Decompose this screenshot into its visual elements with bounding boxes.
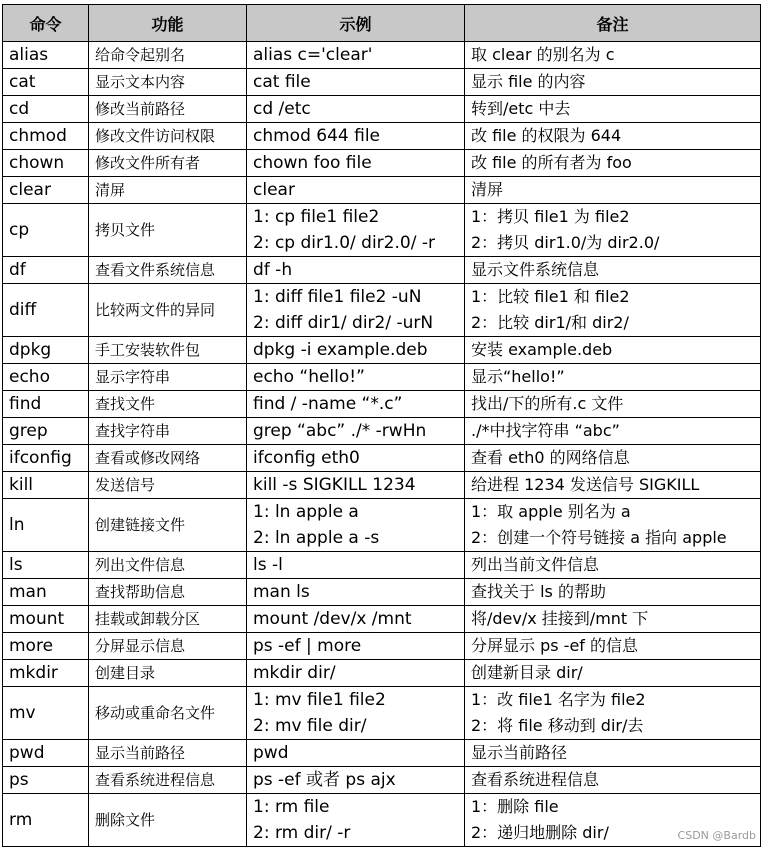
- table-body: [3, 42, 761, 847]
- command-cell: rm: [3, 794, 89, 847]
- example-cell: [247, 472, 465, 499]
- example-cell: [247, 794, 465, 847]
- note-cell: [465, 69, 761, 96]
- command-cell: clear: [3, 177, 89, 204]
- example-line: ls -l: [253, 555, 283, 575]
- example-line: alias c='clear': [253, 45, 373, 65]
- command-cell: kill: [3, 472, 89, 499]
- example-line: chmod 644 file: [253, 126, 381, 146]
- example-line: 2: rm dir/ -r: [253, 823, 351, 843]
- table-row: [3, 391, 761, 418]
- example-line: grep “abc” ./* -rwHn: [253, 421, 427, 441]
- example-line: ps -ef | more: [253, 636, 362, 656]
- note-line: 查看 eth0 的网络信息: [471, 448, 630, 467]
- note-cell: [465, 337, 761, 364]
- table-row: [3, 633, 761, 660]
- example-cell: [247, 123, 465, 150]
- command-cell: ls: [3, 552, 89, 579]
- example-cell: [247, 337, 465, 364]
- example-cell: [247, 418, 465, 445]
- note-line: 2：将 file 移动到 dir/去: [471, 716, 644, 735]
- command-cell: man: [3, 579, 89, 606]
- function-cell: 查找文件: [89, 391, 247, 418]
- example-line: kill -s SIGKILL 1234: [253, 475, 416, 495]
- note-line: 1：删除 file: [471, 797, 559, 816]
- note-cell: [465, 177, 761, 204]
- example-cell: [247, 633, 465, 660]
- command-cell: find: [3, 391, 89, 418]
- table-row: [3, 794, 761, 847]
- note-cell: [465, 606, 761, 633]
- note-line: 列出当前文件信息: [471, 555, 600, 574]
- function-cell: 查看系统进程信息: [89, 767, 247, 794]
- function-cell: 清屏: [89, 177, 247, 204]
- header-example: 示例: [247, 5, 465, 42]
- note-line: 1：拷贝 file1 为 file2: [471, 207, 630, 226]
- note-line: 改 file 的权限为 644: [471, 126, 622, 145]
- function-cell: 创建链接文件: [89, 499, 247, 552]
- function-cell: 查看文件系统信息: [89, 257, 247, 284]
- example-line: cd /etc: [253, 99, 311, 119]
- table-row: [3, 606, 761, 633]
- table-row: [3, 418, 761, 445]
- example-line: ps -ef 或者 ps ajx: [253, 770, 396, 790]
- note-line: 创建新目录 dir/: [471, 663, 583, 682]
- table-row: [3, 740, 761, 767]
- example-cell: [247, 740, 465, 767]
- example-cell: [247, 606, 465, 633]
- command-cell: ifconfig: [3, 445, 89, 472]
- note-line: ./*中找字符串 “abc”: [471, 421, 620, 440]
- note-cell: [465, 42, 761, 69]
- command-cell: ps: [3, 767, 89, 794]
- example-line: 1: ln apple a: [253, 502, 359, 522]
- table-row: [3, 499, 761, 552]
- command-cell: chown: [3, 150, 89, 177]
- example-line: mount /dev/x /mnt: [253, 609, 412, 629]
- note-line: 分屏显示 ps -ef 的信息: [471, 636, 639, 655]
- note-line: 找出/下的所有.c 文件: [471, 394, 624, 413]
- command-cell: mount: [3, 606, 89, 633]
- table-row: [3, 579, 761, 606]
- note-line: 将/dev/x 挂接到/mnt 下: [471, 609, 649, 628]
- example-line: 2: cp dir1.0/ dir2.0/ -r: [253, 233, 435, 253]
- example-cell: [247, 579, 465, 606]
- note-line: 给进程 1234 发送信号 SIGKILL: [471, 475, 700, 494]
- note-line: 显示“hello!”: [471, 367, 565, 386]
- example-line: dpkg -i example.deb: [253, 340, 428, 360]
- note-cell: [465, 499, 761, 552]
- example-cell: [247, 257, 465, 284]
- table-row: [3, 69, 761, 96]
- function-cell: 比较两文件的异同: [89, 284, 247, 337]
- command-cell: dpkg: [3, 337, 89, 364]
- function-cell: 修改当前路径: [89, 96, 247, 123]
- function-cell: 显示当前路径: [89, 740, 247, 767]
- table-row: [3, 660, 761, 687]
- note-line: 1：取 apple 别名为 a: [471, 502, 631, 521]
- example-cell: [247, 284, 465, 337]
- note-cell: [465, 391, 761, 418]
- function-cell: 显示文本内容: [89, 69, 247, 96]
- note-line: 2：拷贝 dir1.0/为 dir2.0/: [471, 233, 660, 252]
- example-line: 1: rm file: [253, 797, 330, 817]
- function-cell: 分屏显示信息: [89, 633, 247, 660]
- example-cell: [247, 445, 465, 472]
- function-cell: 查看或修改网络: [89, 445, 247, 472]
- function-cell: 给命令起别名: [89, 42, 247, 69]
- note-line: 2：创建一个符号链接 a 指向 apple: [471, 528, 727, 547]
- table-row: [3, 552, 761, 579]
- function-cell: 发送信号: [89, 472, 247, 499]
- example-line: 2: diff dir1/ dir2/ -urN: [253, 313, 434, 333]
- function-cell: 显示字符串: [89, 364, 247, 391]
- note-cell: [465, 660, 761, 687]
- command-cell: alias: [3, 42, 89, 69]
- note-line: 清屏: [471, 180, 504, 199]
- header-command: 命令: [3, 5, 89, 42]
- table-row: [3, 177, 761, 204]
- function-cell: 挂载或卸载分区: [89, 606, 247, 633]
- table-row: [3, 364, 761, 391]
- note-line: 取 clear 的别名为 c: [471, 45, 615, 64]
- note-line: 1：比较 file1 和 file2: [471, 287, 630, 306]
- table-row: [3, 42, 761, 69]
- example-line: clear: [253, 180, 295, 200]
- table-row: [3, 445, 761, 472]
- note-cell: [465, 364, 761, 391]
- command-cell: cd: [3, 96, 89, 123]
- command-cell: echo: [3, 364, 89, 391]
- function-cell: 手工安装软件包: [89, 337, 247, 364]
- table-row: [3, 687, 761, 740]
- function-cell: 查找字符串: [89, 418, 247, 445]
- example-cell: [247, 69, 465, 96]
- example-line: 2: ln apple a -s: [253, 528, 380, 548]
- example-line: pwd: [253, 743, 289, 763]
- note-line: 2：比较 dir1/和 dir2/: [471, 313, 629, 332]
- table-header-row: [3, 5, 761, 42]
- note-line: 1：改 file1 名字为 file2: [471, 690, 646, 709]
- example-line: echo “hello!”: [253, 367, 365, 387]
- command-cell: cat: [3, 69, 89, 96]
- note-cell: [465, 767, 761, 794]
- note-line: 查找关于 ls 的帮助: [471, 582, 606, 601]
- table-row: [3, 472, 761, 499]
- function-cell: 修改文件所有者: [89, 150, 247, 177]
- example-cell: [247, 177, 465, 204]
- note-cell: [465, 687, 761, 740]
- function-cell: 查找帮助信息: [89, 579, 247, 606]
- function-cell: 创建目录: [89, 660, 247, 687]
- function-cell: 删除文件: [89, 794, 247, 847]
- note-cell: [465, 96, 761, 123]
- note-cell: [465, 123, 761, 150]
- table-row: [3, 257, 761, 284]
- example-line: cat file: [253, 72, 311, 92]
- note-cell: [465, 633, 761, 660]
- table-row: [3, 204, 761, 257]
- command-cell: chmod: [3, 123, 89, 150]
- example-cell: [247, 96, 465, 123]
- note-line: 安装 example.deb: [471, 340, 613, 359]
- note-line: 显示文件系统信息: [471, 260, 600, 279]
- function-cell: 移动或重命名文件: [89, 687, 247, 740]
- example-cell: [247, 150, 465, 177]
- note-line: 显示 file 的内容: [471, 72, 586, 91]
- example-cell: [247, 767, 465, 794]
- note-cell: [465, 204, 761, 257]
- example-cell: [247, 204, 465, 257]
- table-row: [3, 123, 761, 150]
- table-row: [3, 337, 761, 364]
- command-cell: diff: [3, 284, 89, 337]
- example-line: df -h: [253, 260, 293, 280]
- table-row: [3, 767, 761, 794]
- note-cell: [465, 418, 761, 445]
- note-cell: [465, 579, 761, 606]
- command-cell: ln: [3, 499, 89, 552]
- watermark: CSDN @Bardb: [677, 829, 756, 842]
- table-row: [3, 150, 761, 177]
- example-line: chown foo file: [253, 153, 372, 173]
- note-cell: [465, 472, 761, 499]
- example-line: 2: mv file dir/: [253, 716, 367, 736]
- note-cell: [465, 150, 761, 177]
- function-cell: 列出文件信息: [89, 552, 247, 579]
- command-cell: more: [3, 633, 89, 660]
- note-cell: [465, 284, 761, 337]
- example-cell: [247, 552, 465, 579]
- table-row: [3, 96, 761, 123]
- note-line: 转到/etc 中去: [471, 99, 571, 118]
- example-line: 1: mv file1 file2: [253, 690, 386, 710]
- example-cell: [247, 364, 465, 391]
- command-table: [2, 4, 761, 847]
- note-line: 2：递归地删除 dir/: [471, 823, 609, 842]
- example-line: 1: cp file1 file2: [253, 207, 380, 227]
- example-line: man ls: [253, 582, 310, 602]
- function-cell: 拷贝文件: [89, 204, 247, 257]
- note-cell: [465, 740, 761, 767]
- note-cell: [465, 445, 761, 472]
- note-line: 查看系统进程信息: [471, 770, 600, 789]
- note-line: 显示当前路径: [471, 743, 568, 762]
- example-line: find / -name “*.c”: [253, 394, 403, 414]
- example-line: ifconfig eth0: [253, 448, 360, 468]
- note-cell: [465, 552, 761, 579]
- note-cell: [465, 257, 761, 284]
- note-line: 改 file 的所有者为 foo: [471, 153, 632, 172]
- table-row: [3, 284, 761, 337]
- example-line: mkdir dir/: [253, 663, 336, 683]
- command-cell: mv: [3, 687, 89, 740]
- example-cell: [247, 687, 465, 740]
- header-function: 功能: [89, 5, 247, 42]
- function-cell: 修改文件访问权限: [89, 123, 247, 150]
- example-cell: [247, 42, 465, 69]
- command-cell: cp: [3, 204, 89, 257]
- header-note: 备注: [465, 5, 761, 42]
- command-cell: pwd: [3, 740, 89, 767]
- example-cell: [247, 660, 465, 687]
- command-cell: df: [3, 257, 89, 284]
- example-cell: [247, 391, 465, 418]
- example-cell: [247, 499, 465, 552]
- command-cell: grep: [3, 418, 89, 445]
- command-cell: mkdir: [3, 660, 89, 687]
- example-line: 1: diff file1 file2 -uN: [253, 287, 422, 307]
